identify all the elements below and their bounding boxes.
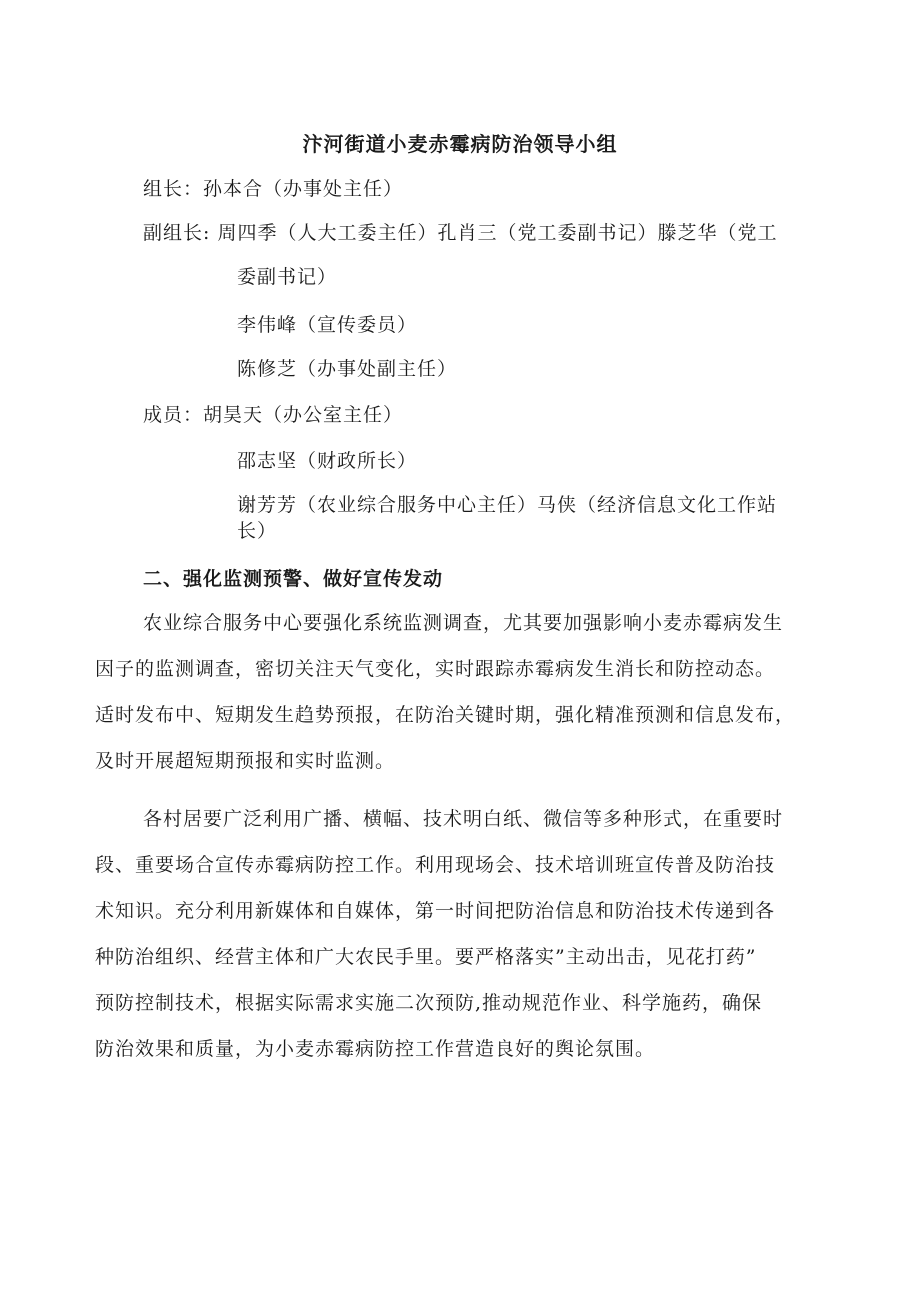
members-line-1: 成员：胡昊天（办公室主任） [143,404,404,426]
paragraph-publicity [95,796,840,1072]
document-title: 汴河街道小麦赤霉病防治领导小组 [302,132,618,156]
deputy-line-1: 副组长: 周四季（人大工委主任）孔肖三（党工委副书记）滕芝华（党工 [143,222,778,244]
paragraph-line: 适时发布中、短期发生趋势预报，在防治关键时期，强化精准预测和信息发布， [95,704,796,726]
paragraph-line: 预防控制技术，根据实际需求实施二次预防,推动规范作业、科学施药，确保 [95,992,763,1014]
deputy-line-4: 陈修芝（办事处副主任） [237,358,458,380]
paragraph-line: 因子的监测调查，密切关注天气变化，实时跟踪赤霉病发生消长和防控动态。 [95,658,776,680]
members-line-3: 谢芳芳（农业综合服务中心主任）马侠（经济信息文化工作站 [237,494,778,516]
paragraph-line: 种防治组织、经营主体和广大农民手里。要严格落实”主动出击，见花打药” [95,946,757,968]
deputy-line-3: 李伟峰（宣传委员） [237,314,418,336]
members-line-2: 邵志坚（财政所长） [237,450,418,472]
paragraph-line: 段、重要场合宣传赤霉病防控工作。利用现场会、技术培训班宣传普及防治技 [95,854,776,876]
leader-line: 组长：孙本合（办事处主任） [143,178,404,200]
paragraph-line: 及时开展超短期预报和实时监测。 [95,750,396,772]
paragraph-line: 农业综合服务中心要强化系统监测调查，尤其要加强影响小麦赤霉病发生 [143,612,784,634]
paragraph-line: 术知识。充分利用新媒体和自媒体，第一时间把防治信息和防治技术传递到各 [95,900,776,922]
section-heading: 二、强化监测预警、做好宣传发动 [143,568,444,590]
paragraph-line: 防治效果和质量，为小麦赤霉病防控工作营造良好的舆论氛围。 [95,1038,656,1060]
paragraph-line: 各村居要广泛利用广播、横幅、技术明白纸、微信等多种形式，在重要时 [143,808,784,830]
deputy-line-2: 委副书记） [237,266,338,288]
members-line-4: 长） [237,520,278,542]
paragraph-monitoring [95,600,840,784]
